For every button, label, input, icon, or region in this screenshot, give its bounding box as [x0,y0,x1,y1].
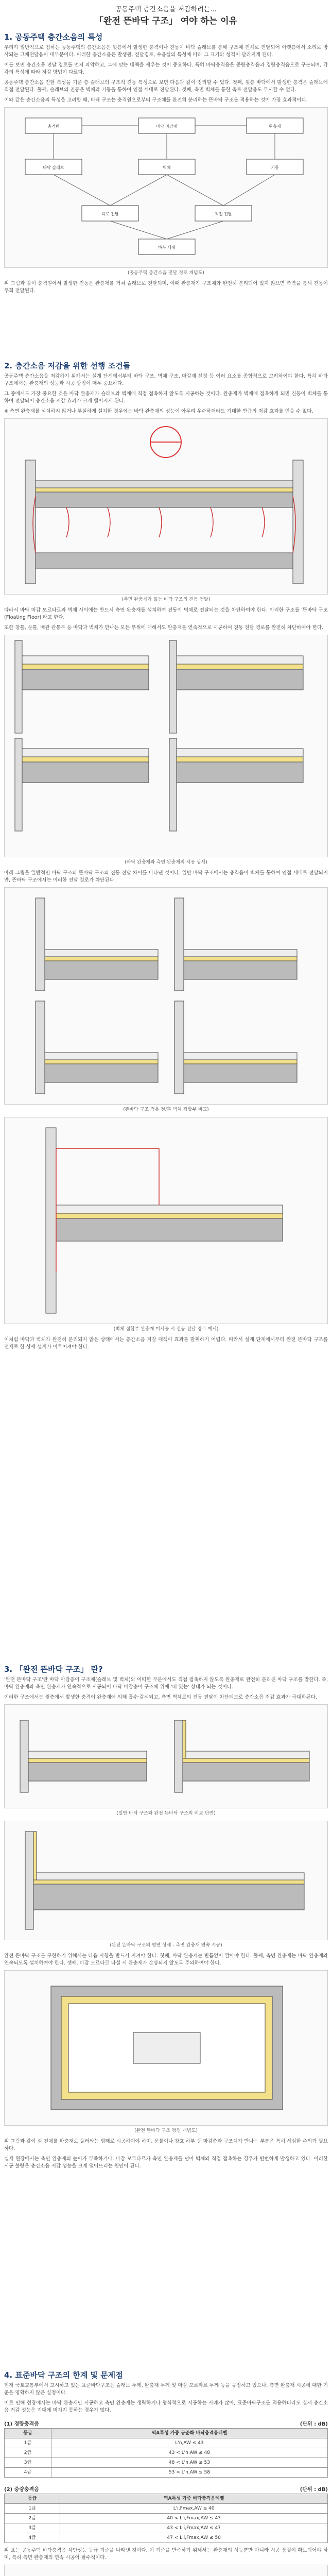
table-unit: (단위 : dB) [300,2487,328,2493]
section-1-para: 공동주택 층간소음 전달 특성을 기준 층 슬래브의 구조적 진동 특성으로 보면 다음과 같이 정리할 수 있다. 첫째, 윗층 바닥에서 발생한 충격은 슬래브에 직접 전달된다. 둘째, 슬래브의 진동은 벽체와 기둥을 통하여 인접 세대로 전달된다. 셋째, 측면 벽체를 통한 측로 전달음도 무시할 수 없다. [4,80,328,93]
table-cell: 1급 [5,2504,60,2514]
joint-figure-2 [4,1117,328,1324]
section-4-para: 이로 인해 현장에서는 바닥 완충재만 시공하고 측면 완충재는 생략하거나 형식적으로 시공하는 사례가 많아, 표준바닥구조를 적용하더라도 실제 층간소음 저감 성능은 기대에 미치지 못하는 경우가 많다. [4,2400,328,2413]
title-main: 「완전 뜬바닥 구조」 여야 하는 이유 [94,16,238,26]
figure-caption: (벽체 접합부 완충재 미시공 시 진동 전달 경로 예시) [113,1327,219,1332]
vibration-figure-svg [5,419,327,594]
plan-concept-figure [4,1970,328,2126]
plan-concept-figure-svg [5,1971,327,2125]
table-title: (2) 중량충격음 [4,2487,39,2493]
table-unit: (단위 : dB) [300,2421,328,2427]
table-row [5,2438,328,2448]
table-cell: 47 < L'i,Fmax,AW ≤ 50 [60,2533,328,2543]
section-4 [4,2370,328,2576]
joint-figure [4,887,328,1105]
grade-table-heavy [4,2494,328,2543]
table-header: 역A특성 가중 바닥충격음레벨 [60,2494,328,2504]
table-cell: 4급 [5,2468,51,2478]
diagram-label: 기둥 [271,165,279,170]
diagram-label: 하부 세대 [158,245,176,250]
section-2-para: 그 중에서도 가장 중요한 것은 바닥 완충재가 슬래브와 벽체에 직접 접촉하지 않도록 시공하는 것이다. 완충재가 벽체에 접촉하게 되면 진동이 벽체를 통하여 전달되어 층간소음 저감 효과가 크게 떨어지게 된다. [4,391,328,404]
diagram-label: 바닥 슬래브 [43,165,64,170]
diagram-label: 충격원 [47,124,60,129]
table-header: 역A특성 가중 규준화 바닥충격음레벨 [51,2429,327,2438]
detail-figure [4,635,328,857]
figure-caption: (공동주택 층간소음 전달 경로 개념도) [128,270,204,276]
joint-figure-2-svg [5,1117,327,1324]
section-3-para: '완전 뜬바닥 구조'란 바닥 마감층이 구조체(슬래브 및 벽체)와 어떠한 부분에서도 직접 접촉하지 않도록 완충재로 완전히 분리된 바닥 구조를 말한다. 즉, 바닥 완충재와 측면 완충재가 연속적으로 시공되어 바닥 마감층이 구조체 위에 '떠 있는' 상태가 되는 것이다. [4,1677,328,1690]
table-cell: 43 < L'n,AW ≤ 48 [51,2448,327,2458]
section-2-para: ※ 측면 완충재를 설치하지 않거나 부실하게 설치한 경우에는 바닥 완충재의 성능이 아무리 우수하더라도 기대한 만큼의 저감 효과를 얻을 수 없다. [4,409,313,414]
section-1-para: 우리가 일반적으로 접하는 공동주택의 층간소음은 윗층에서 발생한 충격이나 진동이 바닥 슬래브를 통해 구조체 전체로 전달되어 아랫층에서 소리로 방사되는 고체전달음이 대부분이다. 이러한 층간소음은 발생원, 전달경로, 수음실의 특성에 따라 그 크기와 성격이 달라지게 된다. [4,45,328,58]
detail-figure-svg [5,635,327,857]
table-title: (1) 경량충격음 [4,2421,39,2427]
section-4-heading: 4. 표준바닥 구조의 한계 및 문제점 [4,2370,123,2380]
diagram-label: 벽체 [163,165,171,170]
section-3-heading: 3. 「완전 뜬바닥 구조」 란? [4,1665,103,1674]
table-cell: 2급 [5,2514,60,2523]
figure-caption: (측면 완충재가 없는 바닥 구조의 진동 전달) [121,597,211,602]
table-cell: 1급 [5,2438,51,2448]
section-2 [4,361,328,1354]
plan-detail-figure [4,1821,328,1940]
figure-caption: (바닥 완충재와 측면 완충재의 시공 상세) [125,860,207,865]
diagram-label: 측로 전달 [101,212,119,216]
section-3-para: 실제 현장에서는 측면 완충재의 높이가 부족하거나, 마감 모르타르가 측면 완충재를 넘어 벽체와 직접 접촉하는 경우가 빈번하게 발생하고 있다. 이러한 시공 불량은 층간소음 저감 성능을 크게 떨어뜨리는 원인이 된다. [4,2156,328,2169]
table-row [5,2458,328,2468]
section-3 [4,1664,328,2173]
table-row [5,2468,328,2478]
figure-caption: (뜬바닥 구조 적용 전/후 벽체 접합부 비교) [123,1107,209,1112]
section-1-para: 위 그림과 같이 충격원에서 발생한 진동은 완충재를 거쳐 슬래브로 전달되며, 이때 완충재가 구조체와 완전히 분리되어 있지 않으면 측벽을 통해 진동이 우회 전달된다. [4,281,328,294]
table-cell: 2급 [5,2448,51,2458]
table-cell: L'i,Fmax,AW ≤ 40 [60,2504,328,2514]
table-1-header [4,2417,328,2428]
diagram-label: 직접 전달 [215,212,232,216]
joint-figure-svg [5,888,327,1104]
figure-caption: (일반 바닥 구조와 완전 뜬바닥 구조의 비교 단면) [116,1811,216,1816]
plan-detail-figure-svg [5,1821,327,1940]
section-4-para: 위 표는 공동주택 바닥충격음 차단성능 등급 기준을 나타낸 것이다. 이 기준을 만족하기 위해서는 완충재의 성능뿐만 아니라 시공 품질이 확보되어야 하며, 특히 측면 완충재의 연속 시공이 필수적이다. [4,2548,328,2561]
section-3-para: 완전 뜬바닥 구조를 구현하기 위해서는 다음 사항을 반드시 지켜야 한다. 첫째, 바닥 완충재는 빈틈없이 깔아야 한다. 둘째, 측면 완충재는 바닥 완충재와 연속되도록 설치하여야 한다. 셋째, 마감 모르타르 타설 시 완충재가 손상되지 않도록 주의하여야 한다. [4,1953,328,1966]
table-cell: L'n,AW ≤ 43 [51,2438,327,2448]
table-cell: 48 < L'n,AW ≤ 53 [51,2458,327,2468]
standard-floor-figure [4,2565,328,2576]
vibration-figure [4,418,328,595]
section-2-heading: 2. 층간소음 저감을 위한 선행 조건들 [4,361,131,370]
grade-table-light [4,2428,328,2478]
section-2-para: 아래 그림은 일반적인 바닥 구조와 뜬바닥 구조의 진동 전달 차이를 나타낸 것이다. 일반 바닥 구조에서는 충격음이 벽체를 통하여 인접 세대로 전달되지만, 뜬바닥 구조에서는 이러한 전달 경로가 차단된다. [4,870,328,883]
table-row [5,2514,328,2523]
section-1-para: 이와 같은 층간소음의 특성을 고려할 때, 바닥 구조는 충격원으로부터 구조체를 완전히 분리하는 뜬바닥 구조를 적용하는 것이 가장 효과적이다. [4,97,308,103]
transmission-diagram-svg [5,108,327,267]
table-header: 등급 [5,2429,51,2438]
table-row [5,2448,328,2458]
table-cell: 3급 [5,2523,60,2533]
section-compare-figure [4,1704,328,1808]
section-compare-figure-svg [5,1705,327,1808]
section-2-para: 또한 창틀, 문틀, 배관 관통부 등 바닥과 벽체가 만나는 모든 부위에 대해서도 완충재를 연속적으로 시공하여 진동 전달 경로를 완전히 차단하여야 한다. [4,625,324,631]
table-cell: 53 < L'n,AW ≤ 58 [51,2468,327,2478]
section-2-para: 이처럼 바닥과 벽체가 완전히 분리되지 않은 상태에서는 층간소음 저감 대책이 효과를 발휘하기 어렵다. 따라서 설계 단계에서부터 완전 뜬바닥 구조를 전제로 한 상세 설계가 이루어져야 한다. [4,1337,328,1350]
table-cell: 43 < L'i,Fmax,AW ≤ 47 [60,2523,328,2533]
figure-caption: (완전 뜬바닥 구조 평면 개념도) [134,2128,198,2133]
table-cell: 40 < L'i,Fmax,AW ≤ 43 [60,2514,328,2523]
table-cell: 4급 [5,2533,60,2543]
table-row [5,2523,328,2533]
section-2-para: 따라서 바닥 마감 모르타르와 벽체 사이에는 반드시 측면 완충재를 설치하여 진동이 벽체로 전달되는 것을 차단하여야 한다. 이러한 구조를 '뜬바닥 구조(Floating Floor)'라고 한다. [4,607,328,620]
section-3-para: 위 그림과 같이 실 전체를 완충재로 둘러싸는 형태로 시공하여야 하며, 문틀이나 창호 하부 등 마감층과 구조체가 만나는 부분은 특히 세심한 주의가 필요하다. [4,2139,328,2151]
section-1 [4,32,328,298]
table-cell: 3급 [5,2458,51,2468]
title-block [0,0,332,27]
transmission-diagram [4,107,328,268]
table-row [5,2504,328,2514]
figure-caption: (완전 뜬바닥 구조의 평면 상세 - 측면 완충재 연속 시공) [110,1943,222,1948]
title-subtitle: 공동주택 층간소음을 저감하려는... [115,6,217,13]
table-header: 등급 [5,2494,60,2504]
table-row [5,2533,328,2543]
diagram-label: 바닥 마감재 [156,124,178,129]
table-2-header [4,2483,328,2494]
section-1-para: 이를 보면 층간소음 전달 경로를 먼저 파악하고, 그에 맞는 대책을 세우는 것이 중요하다. 특히 바닥충격음은 중량충격음과 경량충격음으로 구분되며, 각각의 특성에 따라 저감 방법이 다르다. [4,62,328,75]
section-1-heading: 1. 공동주택 층간소음의 특성 [4,32,103,42]
section-4-para: 현재 국토교통부에서 고시하고 있는 표준바닥구조는 슬래브 두께, 완충재 두께 및 마감 모르타르 두께 등을 규정하고 있으나, 측면 완충재 시공에 대한 기준은 명확하지 않은 실정이다. [4,2383,328,2396]
diagram-label: 완충재 [269,124,281,129]
section-2-para: 공동주택 층간소음을 저감하기 위해서는 설계 단계에서부터 바닥 구조, 벽체 구조, 마감재 선정 등 여러 요소를 종합적으로 고려하여야 한다. 특히 바닥 구조에서는 완충재의 성능과 시공 방법이 매우 중요하다. [4,374,328,386]
standard-floor-figure-svg [5,2565,327,2576]
section-3-para: 이러한 구조에서는 윗층에서 발생한 충격이 완충재에 의해 흡수·감쇠되고, 측면 벽체로의 진동 전달이 차단되므로 층간소음 저감 효과가 극대화된다. [4,1694,317,1700]
